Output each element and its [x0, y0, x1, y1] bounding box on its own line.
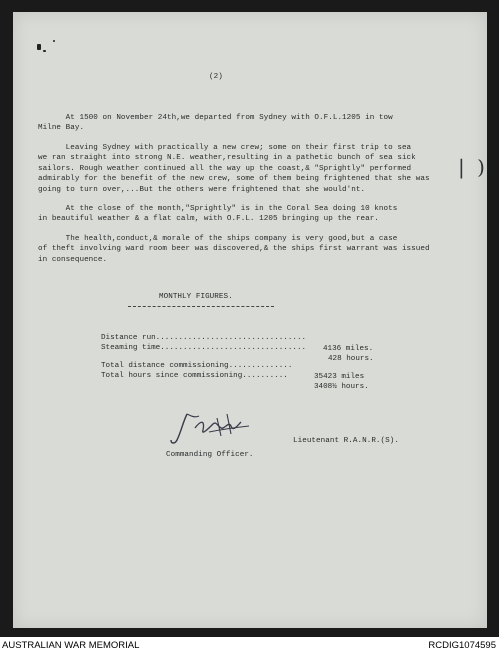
paragraph-departure: At 1500 on November 24th,we departed from Sydney with O.F.L.1205 in tow Milne Bay. — [38, 114, 393, 133]
figure-label: Total hours since commissioning.......... — [101, 372, 288, 381]
figure-label: Total distance commissioning.............. — [101, 362, 293, 371]
punch-mark — [37, 44, 41, 50]
archive-name: AUSTRALIAN WAR MEMORIAL — [2, 640, 140, 651]
page-number: (2) — [209, 73, 223, 81]
figure-value: 3408½ hours. — [314, 382, 369, 391]
officer-rank: Lieutenant R.A.N.R.(S). — [293, 437, 399, 445]
paragraph-crew: Leaving Sydney with practically a new crew; some on their first trip to sea we ran straight into strong N.E. weather,resulting in a pathetic bunch of sea sick sailors. Rough weather continued all the way up the coast,& "Sprightly" performed admirably for the benefit of the new crew, some of them being frightened that she was going to turn over,...But the others were frightened that she would'nt. — [38, 144, 430, 194]
heading-underline — [128, 306, 274, 307]
punch-mark — [43, 50, 46, 52]
figure-value: 35423 miles — [314, 372, 365, 381]
handwritten-signature — [165, 408, 255, 448]
archive-footer — [0, 637, 499, 653]
officer-title: Commanding Officer. — [166, 451, 254, 459]
record-id: RCDIG1074595 — [428, 640, 496, 651]
figure-value: 428 hours. — [328, 354, 374, 363]
figure-label: Distance run................................. — [101, 334, 307, 343]
monthly-figures-heading: MONTHLY FIGURES. — [159, 293, 233, 301]
figure-label: Steaming time................................ — [101, 344, 307, 353]
document-page — [13, 12, 487, 628]
figure-value: 4136 miles. — [323, 344, 374, 353]
paragraph-morale: The health,conduct,& morale of the ships company is very good,but a case of theft involving ward room beer was discovered,& the ships first warrant was issued in consequence. — [38, 235, 430, 264]
margin-annotation: | ) — [458, 155, 488, 179]
paragraph-coral-sea: At the close of the month,"Sprightly" is in the Coral Sea doing 10 knots in beautiful weather & a flat calm, with O.F.L. 1205 bringing up the rear. — [38, 205, 398, 224]
punch-mark — [53, 40, 55, 42]
